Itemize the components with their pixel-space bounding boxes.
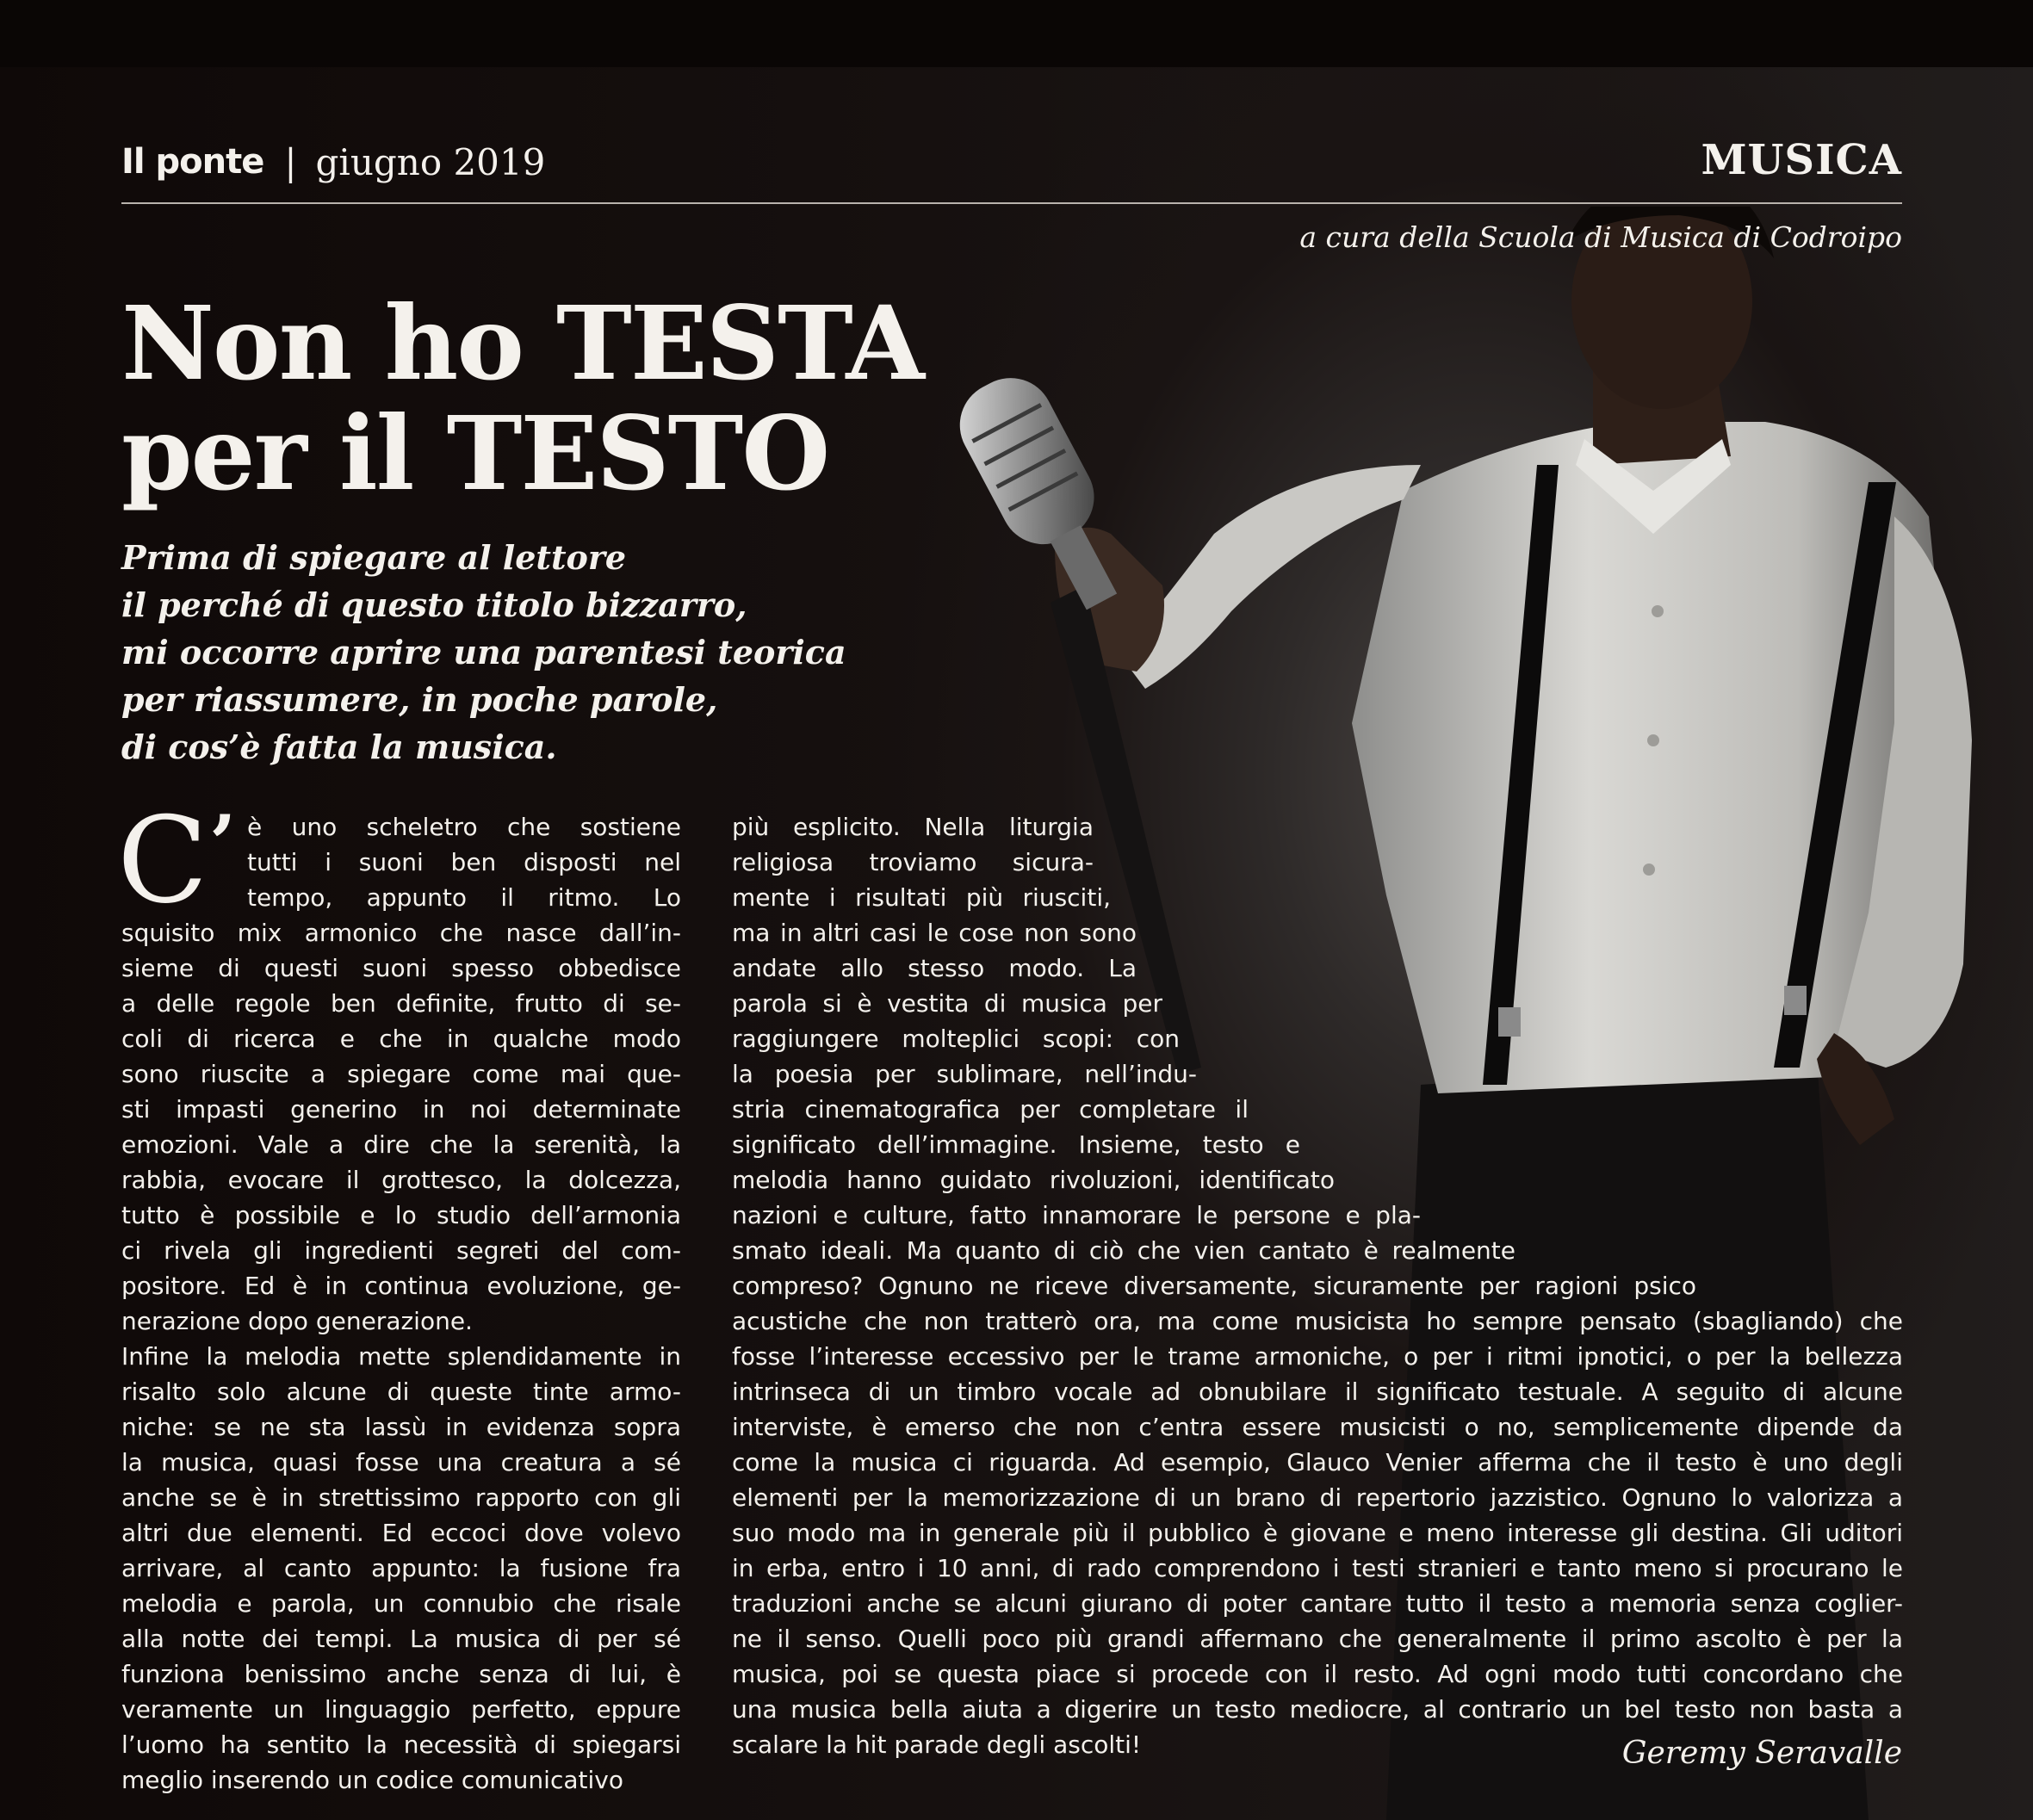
body-line: fosse l’interesse eccessivo per le trame armoniche, o per i ritmi ipnotici, o per la bellezza bbox=[732, 1342, 1903, 1371]
issue-date: giugno 2019 bbox=[315, 140, 546, 183]
body-line: religiosa troviamo sicura- bbox=[732, 848, 1094, 876]
body-line: è uno scheletro che sostiene bbox=[247, 813, 681, 841]
body-line: raggiungere molteplici scopi: con bbox=[732, 1025, 1180, 1053]
body-line: stria cinematografica per completare il bbox=[732, 1095, 1249, 1124]
body-line: l’uomo ha sentito la necessità di spiegarsi bbox=[121, 1730, 681, 1759]
body-column-1 bbox=[121, 809, 681, 1798]
lead-line: di cos’è fatta la musica. bbox=[121, 727, 557, 766]
lead-line: mi occorre aprire una parentesi teorica bbox=[121, 633, 846, 672]
article-lead bbox=[121, 534, 846, 771]
body-line: funziona benissimo anche senza di lui, è bbox=[121, 1660, 681, 1688]
body-line: tutto è possibile e lo studio dell’armonia bbox=[121, 1201, 681, 1229]
body-line: scalare la hit parade degli ascolti! bbox=[732, 1730, 1142, 1759]
body-line: melodia hanno guidato rivoluzioni, identificato bbox=[732, 1166, 1335, 1194]
body-line: la poesia per sublimare, nell’indu- bbox=[732, 1060, 1197, 1088]
body-line: la musica, quasi fosse una creatura a sé bbox=[121, 1448, 681, 1476]
body-line: tutti i suoni ben disposti nel bbox=[247, 848, 681, 876]
body-line: ma in altri casi le cose non sono bbox=[732, 919, 1137, 947]
author-signature: Geremy Seravalle bbox=[1621, 1736, 1902, 1771]
body-line: in erba, entro i 10 anni, di rado comprendono i testi stranieri e tanto meno si procurano le bbox=[732, 1554, 1903, 1582]
body-line: emozioni. Vale a dire che la serenità, la bbox=[121, 1130, 681, 1159]
magazine-logo: Il ponte bbox=[121, 142, 264, 182]
section-name: MUSICA bbox=[1701, 136, 1902, 184]
body-line: andate allo stesso modo. La bbox=[732, 954, 1137, 982]
masthead-separator: | bbox=[284, 140, 297, 183]
body-column-2 bbox=[732, 809, 1903, 1762]
body-line: nerazione dopo generazione. bbox=[121, 1307, 473, 1335]
body-line: alla notte dei tempi. La musica di per sé bbox=[121, 1625, 681, 1653]
body-line: mente i risultati più riusciti, bbox=[732, 883, 1111, 912]
body-line: Infine la melodia mette splendidamente in bbox=[121, 1342, 681, 1371]
body-line: squisito mix armonico che nasce dall’in- bbox=[121, 919, 681, 947]
body-line: musica, poi se questa piace si procede con il resto. Ad ogni modo tutti concordano che bbox=[732, 1660, 1903, 1688]
title-line: Non ho TESTA bbox=[121, 283, 923, 403]
body-line: parola si è vestita di musica per bbox=[732, 989, 1162, 1018]
body-line: nazioni e culture, fatto innamorare le persone e pla- bbox=[732, 1201, 1421, 1229]
lead-line: Prima di spiegare al lettore bbox=[121, 538, 627, 577]
body-line: coli di ricerca e che in qualche modo bbox=[121, 1025, 681, 1053]
body-line: melodia e parola, un connubio che risale bbox=[121, 1589, 681, 1618]
body-line: suo modo ma in generale più il pubblico è giovane e meno interesse gli destina. Gli uditori bbox=[732, 1519, 1903, 1547]
body-line: risalto solo alcune di queste tinte armo- bbox=[121, 1377, 681, 1406]
body-line: una musica bella aiuta a digerire un testo mediocre, al contrario un bel testo non basta a bbox=[732, 1695, 1903, 1724]
body-line: positore. Ed è in continua evoluzione, ge- bbox=[121, 1272, 681, 1300]
body-line: a delle regole ben definite, frutto di se- bbox=[121, 989, 681, 1018]
body-line: altri due elementi. Ed eccoci dove volevo bbox=[121, 1519, 681, 1547]
title-line: per il TESTO bbox=[121, 393, 829, 513]
article-title bbox=[121, 283, 923, 513]
body-line: elementi per la memorizzazione di un brano di repertorio jazzistico. Ognuno lo valorizza a bbox=[732, 1483, 1903, 1512]
body-line: tempo, appunto il ritmo. Lo bbox=[247, 883, 681, 912]
top-band bbox=[0, 0, 2033, 67]
body-line: ci rivela gli ingredienti segreti del com- bbox=[121, 1236, 681, 1265]
lead-line: il perché di questo titolo bizzarro, bbox=[121, 585, 747, 624]
body-line: intrinseca di un timbro vocale ad obnubilare il significato testuale. A seguito di alcune bbox=[732, 1377, 1903, 1406]
body-line: sieme di questi suoni spesso obbedisce bbox=[121, 954, 681, 982]
lead-line: per riassumere, in poche parole, bbox=[121, 680, 718, 719]
body-line: anche se è in strettissimo rapporto con gli bbox=[121, 1483, 681, 1512]
body-line: come la musica ci riguarda. Ad esempio, Glauco Venier afferma che il testo è uno degli bbox=[732, 1448, 1903, 1476]
body-line: ne il senso. Quelli poco più grandi affermano che generalmente il primo ascolto è per la bbox=[732, 1625, 1903, 1653]
drop-cap-apostrophe: ’ bbox=[209, 798, 237, 889]
body-line: interviste, è emerso che non c’entra essere musicisti o no, semplicemente dipende da bbox=[732, 1413, 1903, 1441]
body-line: rabbia, evocare il grottesco, la dolcezza, bbox=[121, 1166, 681, 1194]
section-credit: a cura della Scuola di Musica di Codroipo bbox=[1299, 220, 1902, 254]
body-line: smato ideali. Ma quanto di ciò che vien cantato è realmente bbox=[732, 1236, 1515, 1265]
body-line: compreso? Ognuno ne riceve diversamente, sicuramente per ragioni psico bbox=[732, 1272, 1696, 1300]
body-line: più esplicito. Nella liturgia bbox=[732, 813, 1094, 841]
body-line: sti impasti generino in noi determinate bbox=[121, 1095, 681, 1124]
body-line: niche: se ne sta lassù in evidenza sopra bbox=[121, 1413, 681, 1441]
body-line: meglio inserendo un codice comunicativo bbox=[121, 1766, 623, 1794]
body-line: significato dell’immagine. Insieme, testo e bbox=[732, 1130, 1300, 1159]
drop-cap: C bbox=[117, 791, 208, 930]
body-line: veramente un linguaggio perfetto, eppure bbox=[121, 1695, 681, 1724]
body-line: sono riuscite a spiegare come mai que- bbox=[121, 1060, 681, 1088]
body-line: acustiche che non tratterò ora, ma come musicista ho sempre pensato (sbagliando) che bbox=[732, 1307, 1903, 1335]
masthead bbox=[121, 136, 545, 188]
header-rule bbox=[121, 202, 1902, 204]
body-line: arrivare, al canto appunto: la fusione fra bbox=[121, 1554, 681, 1582]
body-line: traduzioni anche se alcuni giurano di poter cantare tutto il testo a memoria senza coglier- bbox=[732, 1589, 1903, 1618]
